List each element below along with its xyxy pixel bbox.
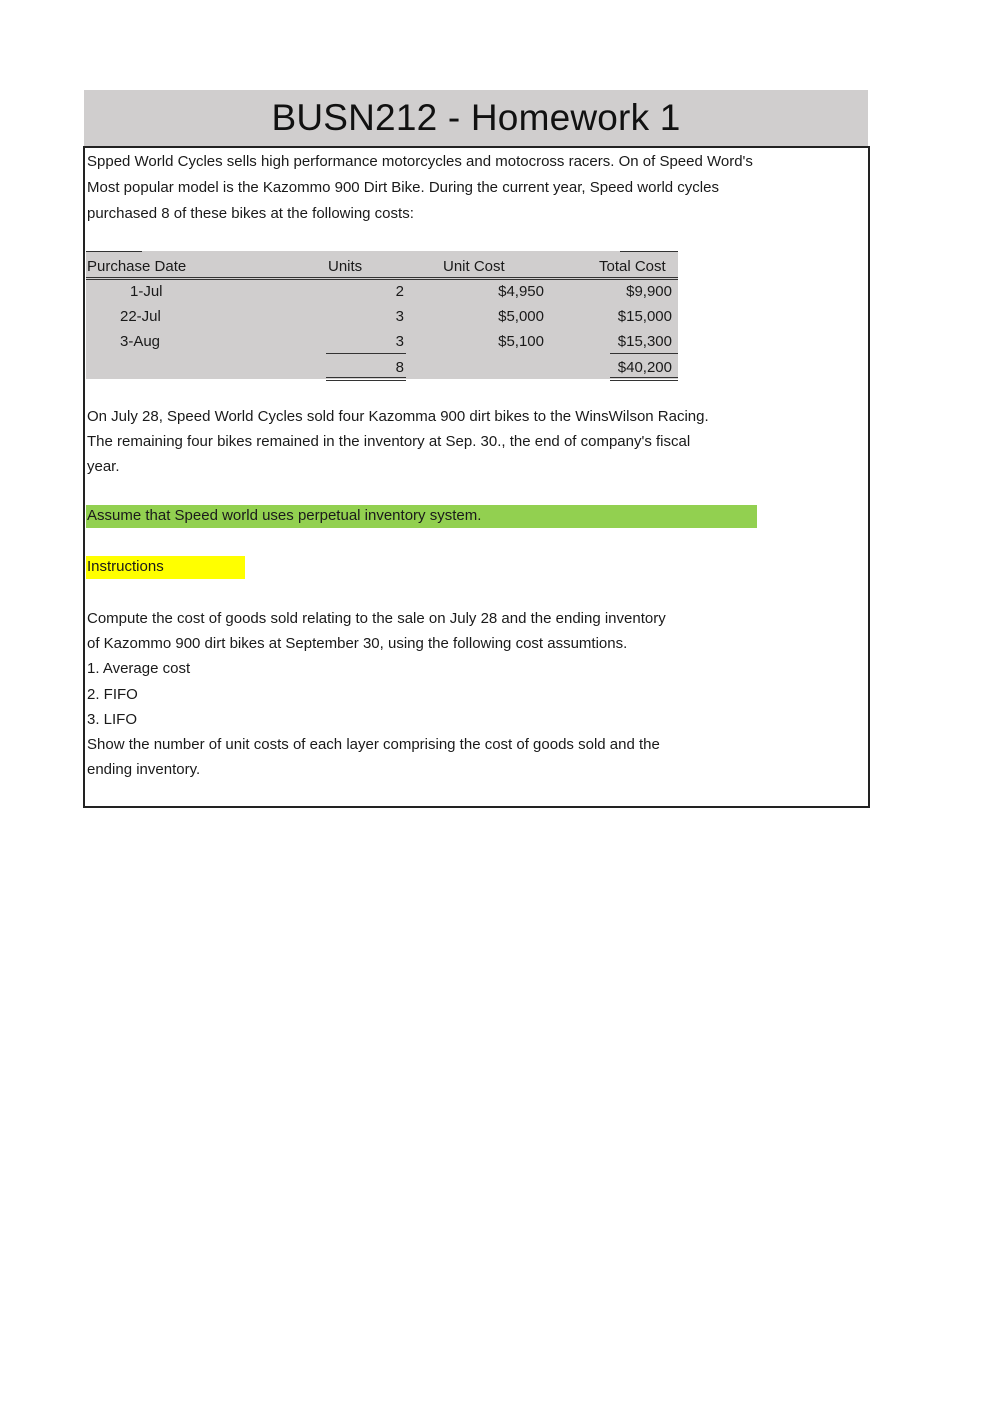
- header-unit-cost: Unit Cost: [443, 258, 505, 275]
- header-purchase-date: Purchase Date: [87, 258, 187, 275]
- table-cell-units: 3: [395, 308, 404, 325]
- intro-line: purchased 8 of these bikes at the following costs:: [87, 205, 414, 222]
- instruction-line: Show the number of unit costs of each layer comprising the cost of goods sold and the: [87, 736, 660, 753]
- table-cell-units: 3: [395, 333, 404, 350]
- table-cell-total-cost: $15,000: [617, 308, 672, 325]
- table-top-rule: [86, 251, 142, 252]
- units-double-rule: [326, 380, 406, 381]
- header-units: Units: [328, 258, 363, 275]
- intro-line: Most popular model is the Kazommo 900 Dirt Bike. During the current year, Speed world cycles: [87, 179, 719, 196]
- instruction-line: of Kazommo 900 dirt bikes at September 30, using the following cost assumtions.: [87, 635, 628, 652]
- instructions-label: Instructions: [87, 558, 164, 575]
- title-band: [84, 90, 868, 146]
- sale-line: year.: [87, 458, 120, 475]
- assumption-highlight: [86, 505, 757, 528]
- instruction-line: Compute the cost of goods sold relating to the sale on July 28 and the ending inventory: [87, 610, 666, 627]
- purchase-table: [86, 251, 678, 379]
- table-cell-unit-cost: $4,950: [498, 283, 544, 300]
- instruction-line: 2. FIFO: [87, 686, 138, 703]
- table-cell-unit-cost: $5,000: [498, 308, 544, 325]
- total-double-rule: [610, 377, 678, 378]
- homework-content-box: [83, 146, 870, 808]
- total-units: 8: [395, 359, 404, 376]
- total-sum-rule: [610, 353, 678, 354]
- units-sum-rule: [326, 353, 406, 354]
- instruction-line: ending inventory.: [87, 761, 201, 778]
- table-cell-total-cost: $9,900: [626, 283, 672, 300]
- header-rule: [86, 277, 678, 278]
- table-cell-unit-cost: $5,100: [498, 333, 544, 350]
- table-cell-date: 1-Jul: [130, 283, 163, 300]
- table-cell-total-cost: $15,300: [617, 333, 672, 350]
- assumption-text: Assume that Speed world uses perpetual inventory system.: [87, 507, 482, 524]
- header-total-cost: Total Cost: [599, 258, 666, 275]
- instruction-line: 1. Average cost: [87, 660, 191, 677]
- instructions-highlight: [86, 556, 245, 579]
- sale-line: On July 28, Speed World Cycles sold four Kazomma 900 dirt bikes to the WinsWilson Racing.: [87, 408, 709, 425]
- total-cost: $40,200: [617, 359, 672, 376]
- intro-line: Spped World Cycles sells high performance motorcycles and motocross racers. On of Speed Word's: [87, 153, 753, 170]
- table-cell-units: 2: [395, 283, 404, 300]
- sale-line: The remaining four bikes remained in the inventory at Sep. 30., the end of company's fiscal: [87, 433, 691, 450]
- table-cell-date: 22-Jul: [120, 308, 161, 325]
- table-top-rule: [620, 251, 678, 252]
- total-double-rule: [610, 380, 678, 381]
- header-rule: [86, 279, 678, 280]
- table-cell-date: 3-Aug: [120, 333, 161, 350]
- page-title: BUSN212 - Homework 1: [271, 97, 681, 138]
- instruction-line: 3. LIFO: [87, 711, 138, 728]
- units-double-rule: [326, 377, 406, 378]
